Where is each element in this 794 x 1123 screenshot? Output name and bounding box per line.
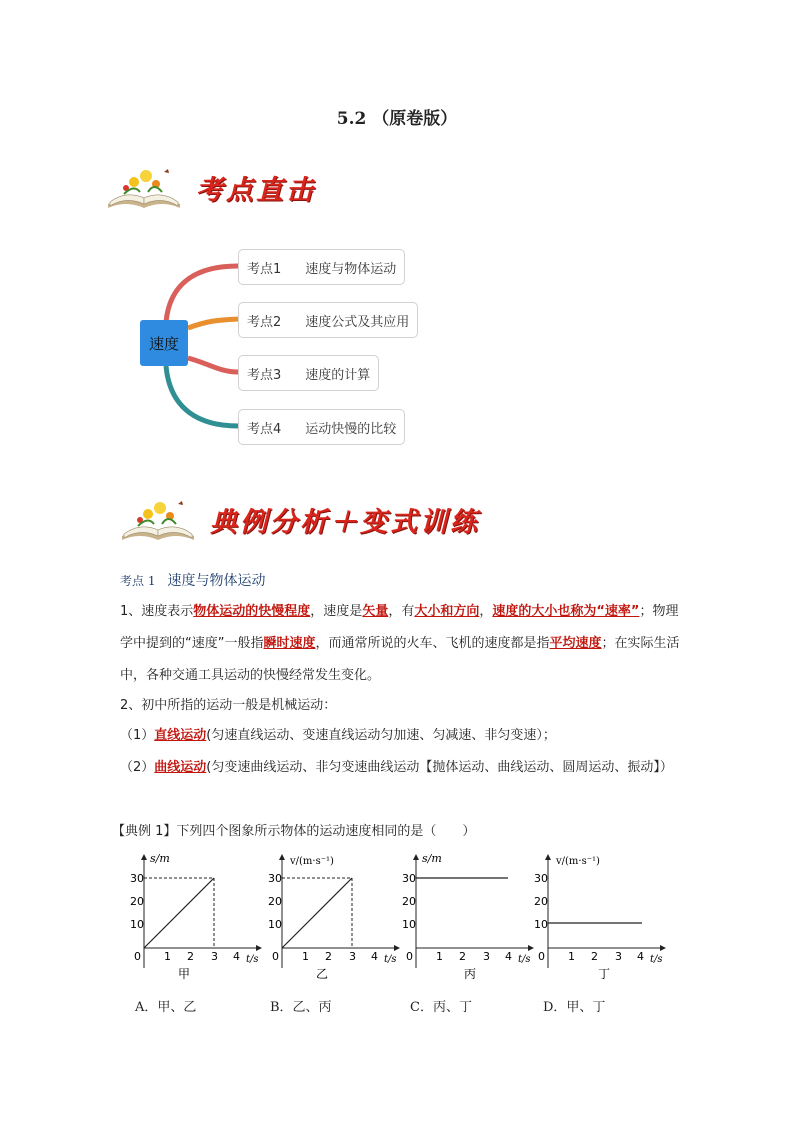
node-number: 考点2 <box>247 314 282 330</box>
y-tick: 30 <box>130 872 144 885</box>
highlight: 平均速度 <box>549 636 602 651</box>
option-d[interactable]: D．甲、丁 <box>543 1000 606 1015</box>
paragraph-mechanical-motion: 2、初中所指的运动一般是机械运动： <box>120 698 337 713</box>
x-tick: 3 <box>615 950 622 963</box>
graph-ding <box>534 850 674 980</box>
document-title: 5.2 （原卷版） <box>336 109 458 129</box>
y-tick: 10 <box>268 918 282 931</box>
x-axis-label: t/s <box>246 954 259 965</box>
x-tick: 3 <box>349 950 356 963</box>
graph-name: 乙 <box>316 967 329 980</box>
option-c[interactable]: C．丙、丁 <box>410 1000 472 1015</box>
text: (匀速直线运动、变速直线运动匀加速、匀减速、非匀变速）； <box>206 728 556 743</box>
node-number: 考点1 <box>247 261 282 277</box>
highlight: 直线运动 <box>154 728 207 743</box>
y-tick: 10 <box>402 918 416 931</box>
example-question: 【典例 1】下列四个图象所示物体的运动速度相同的是（ ） <box>112 824 476 839</box>
y-tick: 10 <box>534 918 548 931</box>
y-tick: 20 <box>268 895 282 908</box>
banner-examples-title: 典例分析＋变式训练 <box>210 506 480 538</box>
paragraph-linear-motion <box>120 720 680 752</box>
text: ；物理学中提到的“速度”一般指 <box>120 604 679 651</box>
highlight: 物体运动的快慢程度 <box>193 604 311 619</box>
x-axis-label: t/s <box>650 954 663 965</box>
graph-jia <box>130 850 270 980</box>
node-label: 速度与物体运动 <box>305 261 397 277</box>
section-title: 速度与物体运动 <box>167 573 266 589</box>
graph-name: 甲 <box>178 967 191 980</box>
x-tick: 4 <box>371 950 378 963</box>
text: ，有 <box>388 604 415 619</box>
node-number: 考点3 <box>247 367 282 383</box>
text: ；在实际生活中，各种交通工具运动的快慢经常发生变化。 <box>120 636 680 683</box>
banner-examples <box>118 496 480 542</box>
node-label: 运动快慢的比较 <box>305 421 397 437</box>
x-tick: 0 <box>272 950 279 963</box>
open-book-flowers-icon <box>118 496 198 542</box>
x-tick: 1 <box>164 950 171 963</box>
open-book-flowers-icon <box>104 164 184 210</box>
mindmap-node-4 <box>238 409 405 445</box>
mindmap-node-3 <box>238 355 379 391</box>
text: （2） <box>120 760 155 775</box>
graph-name: 丁 <box>598 967 611 980</box>
x-tick: 2 <box>459 950 466 963</box>
graph-bing <box>402 850 542 980</box>
x-tick: 0 <box>538 950 545 963</box>
y-tick: 30 <box>268 872 282 885</box>
x-tick: 1 <box>302 950 309 963</box>
highlight: 曲线运动 <box>154 760 207 775</box>
mindmap-node-1 <box>238 249 405 285</box>
text: 1、速度表示 <box>120 604 194 619</box>
mindmap-root: 速度 <box>140 320 188 366</box>
y-tick: 20 <box>534 895 548 908</box>
banner-key-points <box>104 164 316 210</box>
x-tick: 1 <box>436 950 443 963</box>
x-tick: 3 <box>483 950 490 963</box>
text: ，速度是 <box>310 604 363 619</box>
y-axis-label: v/(m·s⁻¹) <box>290 856 334 867</box>
y-tick: 10 <box>130 918 144 931</box>
x-tick: 0 <box>406 950 413 963</box>
x-axis-label: t/s <box>384 954 397 965</box>
text: ， <box>479 604 493 619</box>
y-axis-label: v/(m·s⁻¹) <box>556 856 600 867</box>
banner-key-points-title: 考点直击 <box>196 174 316 206</box>
x-tick: 2 <box>187 950 194 963</box>
y-axis-label: s/m <box>150 852 170 865</box>
node-label: 速度的计算 <box>305 367 371 383</box>
highlight: 速度的大小也称为“速率” <box>492 604 640 619</box>
mindmap-node-2 <box>238 302 418 338</box>
x-tick: 3 <box>211 950 218 963</box>
node-label: 速度公式及其应用 <box>305 314 410 330</box>
y-tick: 30 <box>534 872 548 885</box>
highlight: 大小和方向 <box>414 604 480 619</box>
node-number: 考点4 <box>247 421 282 437</box>
option-b[interactable]: B．乙、丙 <box>270 1000 332 1015</box>
y-tick: 20 <box>130 895 144 908</box>
text: ，而通常所说的火车、飞机的速度都是指 <box>315 636 550 651</box>
x-tick: 4 <box>233 950 240 963</box>
y-axis-label: s/m <box>422 852 442 865</box>
option-a[interactable]: A．甲、乙 <box>135 1000 197 1015</box>
x-tick: 1 <box>568 950 575 963</box>
graph-yi <box>268 850 408 980</box>
x-tick: 2 <box>325 950 332 963</box>
x-tick: 2 <box>591 950 598 963</box>
section-number: 考点 1 <box>120 574 156 588</box>
x-tick: 4 <box>505 950 512 963</box>
y-tick: 30 <box>402 872 416 885</box>
x-tick: 0 <box>134 950 141 963</box>
y-tick: 20 <box>402 895 416 908</box>
highlight: 瞬时速度 <box>263 636 316 651</box>
text: (匀变速曲线运动、非匀变速曲线运动【抛体运动、曲线运动、圆周运动、振动】） <box>206 760 673 775</box>
paragraph-curvilinear-motion <box>120 752 680 784</box>
x-axis-label: t/s <box>518 954 531 965</box>
graph-name: 丙 <box>464 967 477 980</box>
section-heading <box>120 570 265 590</box>
x-tick: 4 <box>637 950 644 963</box>
paragraph-speed-definition <box>120 596 680 692</box>
text: （1） <box>120 728 155 743</box>
highlight: 矢量 <box>362 604 389 619</box>
